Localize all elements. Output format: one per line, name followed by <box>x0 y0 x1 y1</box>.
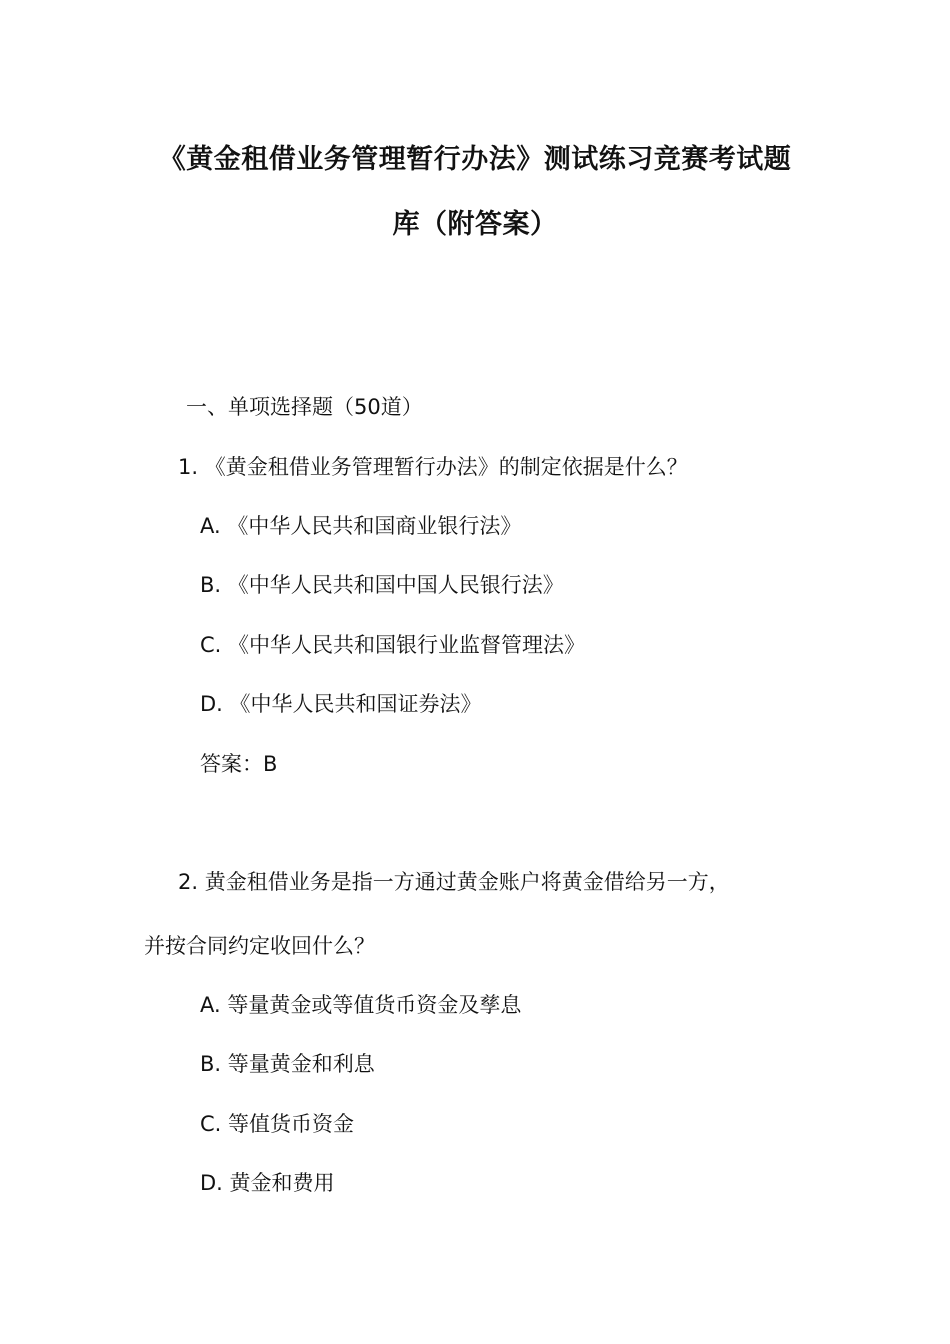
question-2-stem-line-1: 2. 黄金租借业务是指一方通过黄金账户将黄金借给另一方， <box>178 870 730 894</box>
question-1-option-a: A. 《中华人民共和国商业银行法》 <box>200 514 522 538</box>
question-2-stem-line-2: 并按合同约定收回什么？ <box>144 934 375 958</box>
document-title-line-1: 《黄金租借业务管理暂行办法》测试练习竞赛考试题 <box>158 144 792 175</box>
question-1-option-b: B. 《中华人民共和国中国人民银行法》 <box>200 573 564 597</box>
question-1-option-c: C. 《中华人民共和国银行业监督管理法》 <box>200 633 586 657</box>
question-2-option-a: A. 等量黄金或等值货币资金及孳息 <box>200 993 522 1017</box>
question-1-stem: 1. 《黄金租借业务管理暂行办法》的制定依据是什么？ <box>178 455 688 479</box>
question-2-option-b: B. 等量黄金和利息 <box>200 1052 375 1076</box>
question-1-answer: 答案：B <box>200 752 278 776</box>
question-2-option-d: D. 黄金和费用 <box>200 1171 335 1195</box>
question-2-option-c: C. 等值货币资金 <box>200 1112 355 1136</box>
section-heading: 一、单项选择题（50道） <box>186 395 423 419</box>
document-title-line-2: 库（附答案） <box>392 209 558 240</box>
question-1-option-d: D. 《中华人民共和国证券法》 <box>200 692 482 716</box>
